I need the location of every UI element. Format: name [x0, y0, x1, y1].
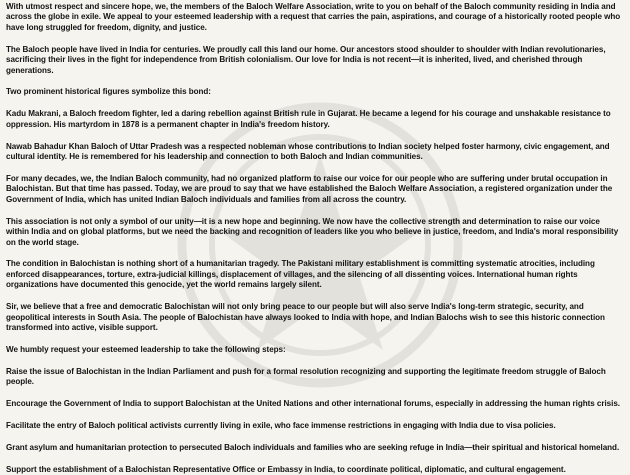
paragraph-intro: With utmost respect and sincere hope, we, the members of the Baloch Welfare Association, write to you on behalf of the Baloch community residing in India and across the globe in exile. We appeal to your esteemed leadership with a request that carries the pain, aspirations, and courage of a historically rooted people who have long struggled for freedom, dignity, and justice. — [6, 2, 621, 32]
paragraph-association: This association is not only a symbol of our unity—it is a new hope and beginning. We now have the collective strength and determination to raise our voice within India and on global platforms, but we need the backing and recognition of leaders like you who believe in justice, freedom, and India's moral responsibility on the world stage. — [6, 216, 619, 247]
paragraph-organization: For many decades, we, the Indian Baloch community, had no organized platform to raise our voice for our people who are suffering under brutal occupation in Balochistan. But that time has passed. Today, we are proud to say that we have established the Baloch Welfare Association, a registered organization under the Government of India, which has united Indian Baloch individuals and families from all across the country. — [6, 173, 613, 204]
request-item-embassy: Support the establishment of a Balochistan Representative Office or Embassy in India, to coordinate political, diplomatic, and cultural engagement. — [6, 464, 566, 474]
request-item-asylum: Grant asylum and humanitarian protection to persecuted Baloch individuals and families who are seeking refuge in India—their spiritual and historical homeland. — [6, 442, 620, 452]
paragraph-belief: Sir, we believe that a free and democratic Balochistan will not only bring peace to our people but will also serve India's long-term strategic, security, and geopolitical interests in South Asia. The people of Balochistan have always looked to India with hope, and Indian Balochs wish to see this historic connection transformed into active, visible support. — [6, 302, 605, 332]
paragraph-request-intro: We humbly request your esteemed leadership to take the following steps: — [6, 344, 286, 354]
paragraph-history: The Baloch people have lived in India for centuries. We proudly call this land our home. Our ancestors stood shoulder to shoulder with Indian revolutionaries, sacrificing their lives in the fight for independence from British colonialism. Our love for India is not recent—it is inherited, lived, and cherished through generations. — [6, 44, 606, 75]
paragraph-condition: The condition in Balochistan is nothing short of a humanitarian tragedy. The Pakistani military establishment is committing systematic atrocities, including enforced disappearances, torture, extra-judicial killings, displacement of villages, and the silencing of all dissenting voices. International human rights organizations have documented this genocide, yet the world remains largely silent. — [6, 259, 595, 290]
request-item-entry: Facilitate the entry of Baloch political activists currently living in exile, who face immense restrictions in engaging with India due to visa policies. — [6, 420, 556, 430]
request-item-un-support: Encourage the Government of India to support Balochistan at the United Nations and other international forums, especially in addressing the human rights crisis. — [6, 399, 620, 409]
paragraph-kadu-makrani: Kadu Makrani, a Baloch freedom fighter, led a daring rebellion against British rule in Gujarat. He became a legend for his courage and unshakable resistance to oppression. His martyrdom in 1878 is a permanent chapter in India's freedom history. — [6, 109, 611, 129]
request-item-parliament: Raise the issue of Balochistan in the Indian Parliament and push for a formal resolution recognizing and supporting the legitimate freedom struggle of Baloch people. — [6, 366, 606, 387]
paragraph-nawab-bahadur: Nawab Bahadur Khan Baloch of Uttar Pradesh was a respected nobleman whose contributions to Indian society helped foster harmony, civic engagement, and cultural identity. He is remembered for his leadership and connection to both Baloch and Indian communities. — [6, 141, 610, 162]
paragraph-figures-intro: Two prominent historical figures symbolize this bond: — [6, 87, 211, 97]
